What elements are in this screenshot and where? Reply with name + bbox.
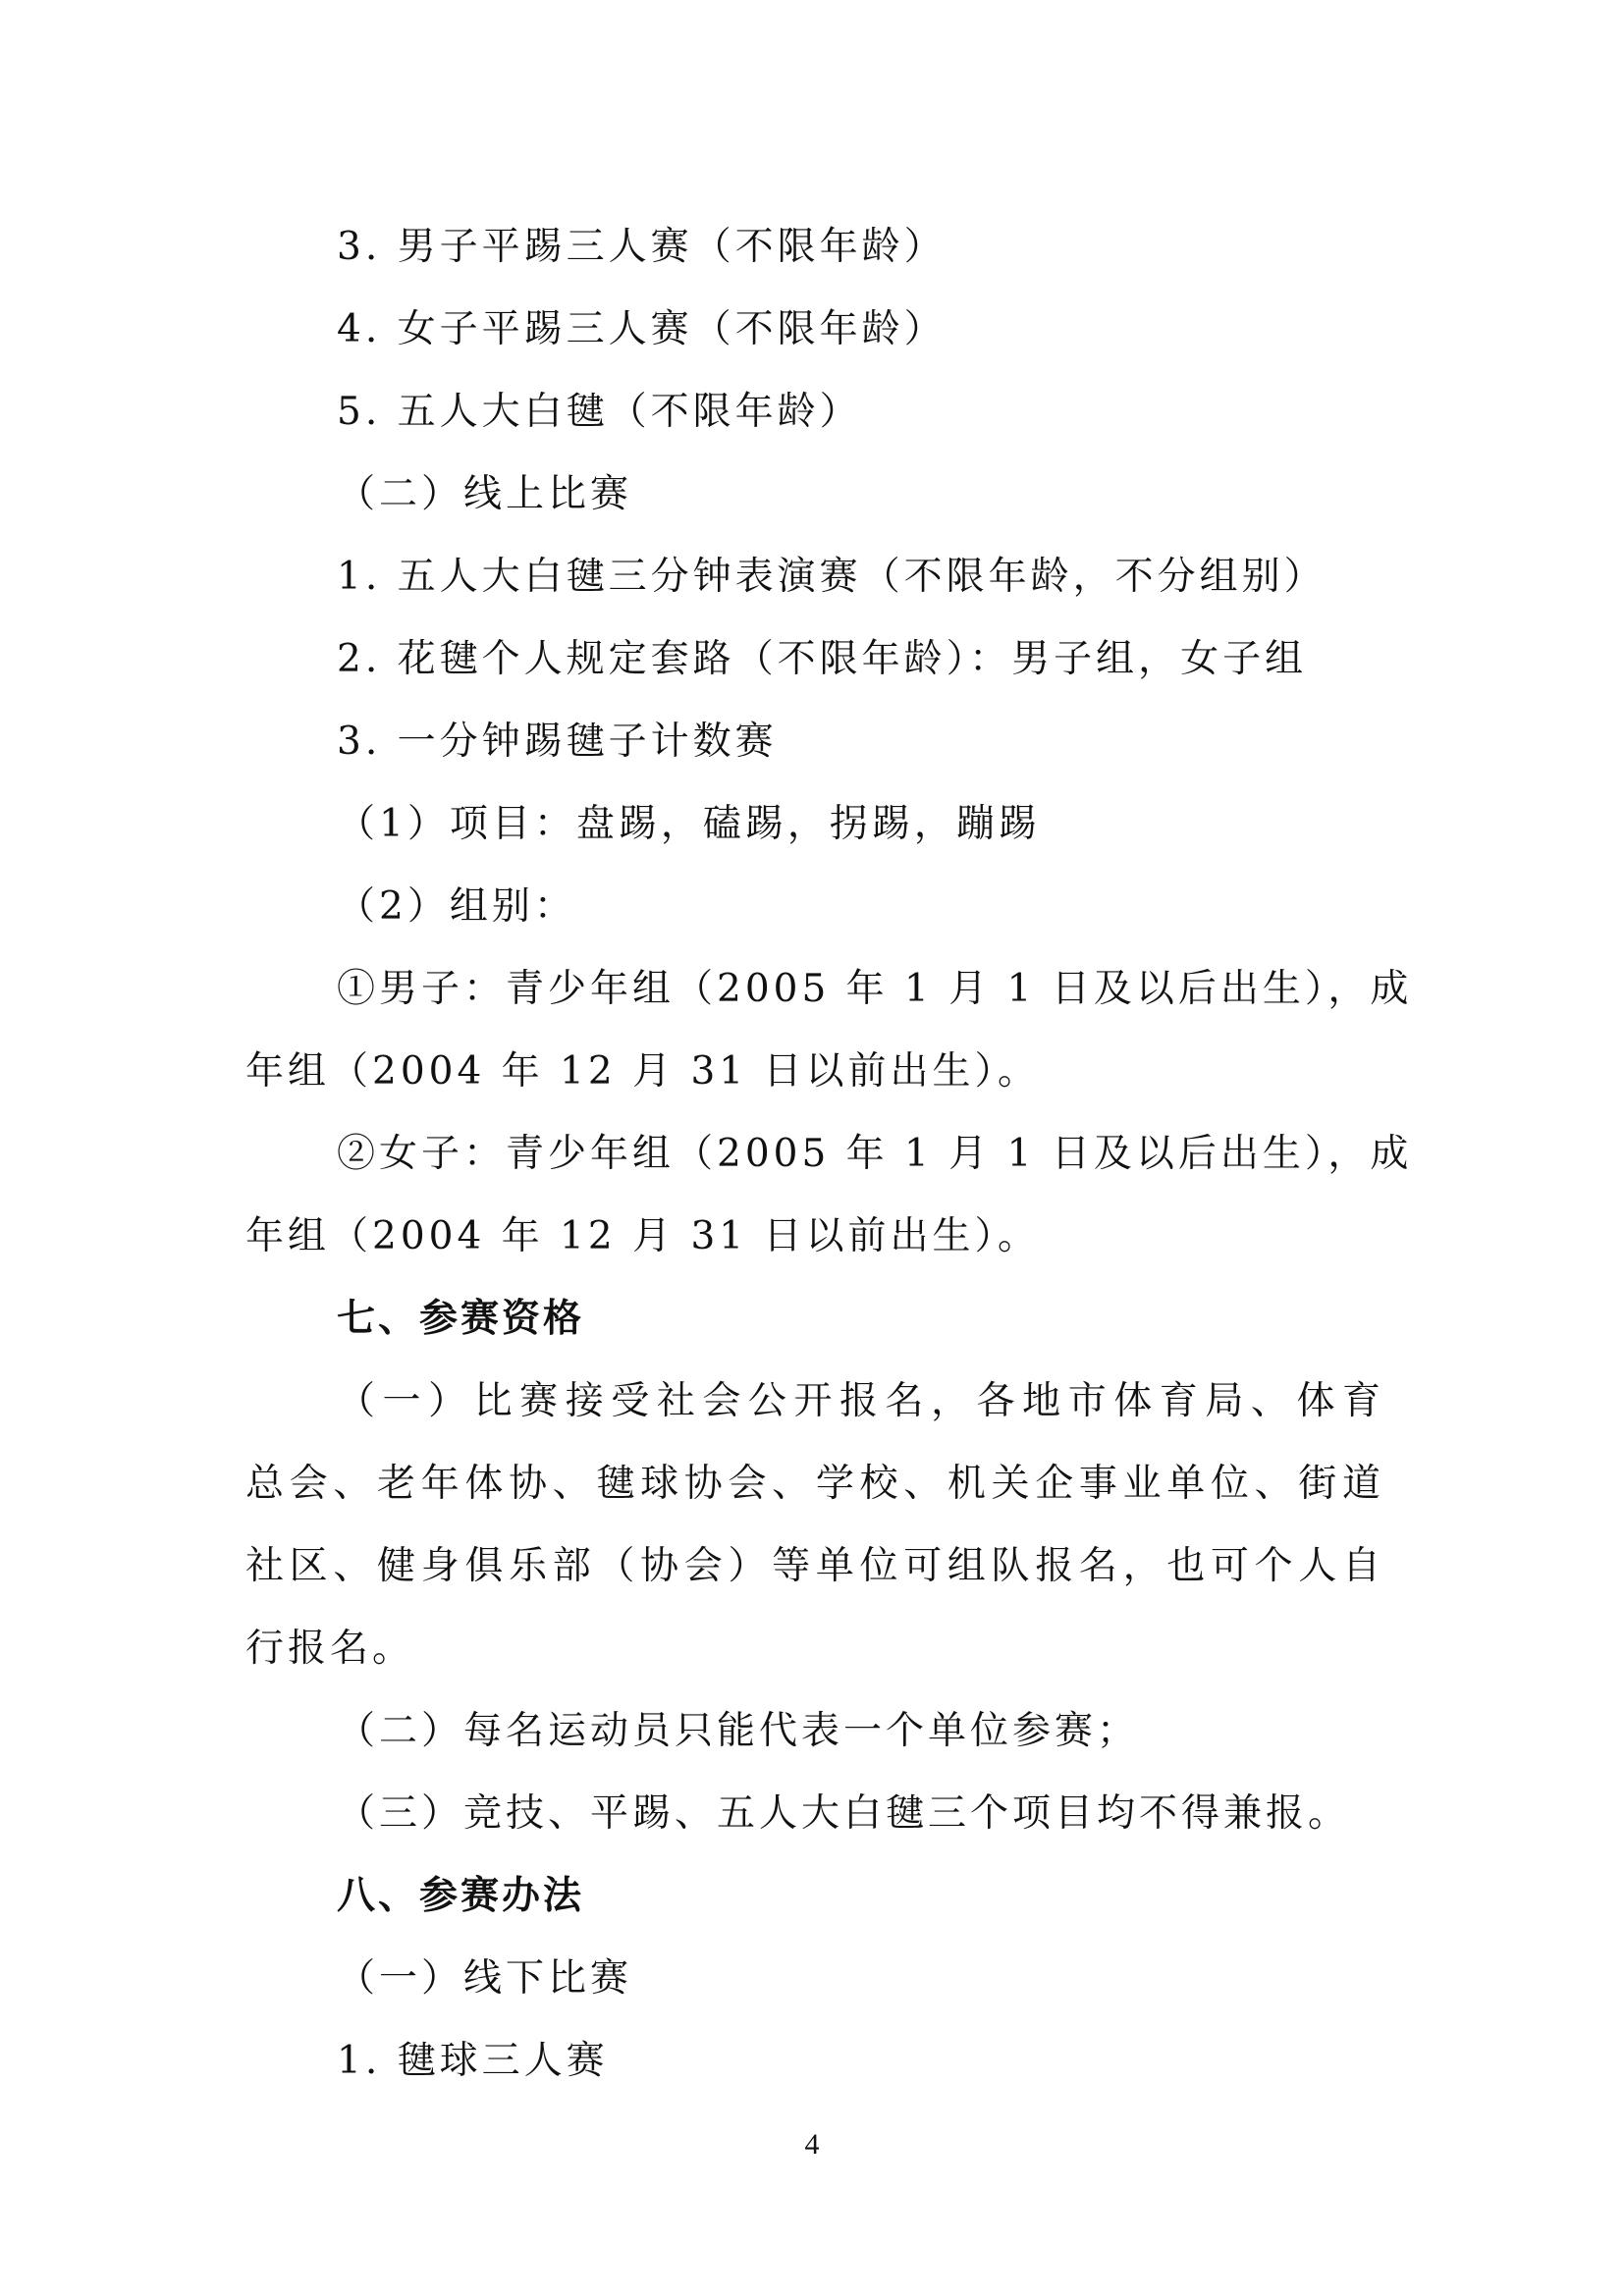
text-line: 总会、老年体协、毽球协会、学校、机关企事业单位、街道 bbox=[245, 1462, 1384, 1506]
text-line: （三）竞技、平踢、五人大白毽三个项目均不得兼报。 bbox=[337, 1791, 1351, 1836]
section-heading: 七、参赛资格 bbox=[337, 1297, 585, 1341]
text-line: （1）项目：盘踢，磕踢，拐踢，蹦踢 bbox=[337, 802, 1041, 846]
text-line: 1. 毽球三人赛 bbox=[337, 2039, 609, 2083]
text-line: （2）组别： bbox=[337, 884, 576, 929]
text-line: （二）每名运动员只能代表一个单位参赛； bbox=[337, 1709, 1140, 1753]
text-line: （二）线上比赛 bbox=[337, 472, 633, 516]
text-line: 3. 一分钟踢毽子计数赛 bbox=[337, 720, 778, 764]
text-line: 年组（2004 年 12 月 31 日以前出生）。 bbox=[245, 1214, 1040, 1258]
document-body bbox=[245, 206, 1413, 2103]
text-line: 5. 五人大白毽（不限年龄） bbox=[337, 390, 862, 434]
page-number: 4 bbox=[804, 2128, 820, 2161]
text-line: 行报名。 bbox=[245, 1627, 415, 1671]
text-line: 社区、健身俱乐部（协会）等单位可组队报名，也可个人自 bbox=[245, 1544, 1384, 1588]
text-line: 2. 花毽个人规定套路（不限年龄）：男子组，女子组 bbox=[337, 637, 1308, 681]
text-line: 3. 男子平踢三人赛（不限年龄） bbox=[337, 225, 947, 269]
text-line: （一）线下比赛 bbox=[337, 1956, 633, 2001]
text-line: 年组（2004 年 12 月 31 日以前出生）。 bbox=[245, 1049, 1040, 1094]
text-line: ①男子：青少年组（2005 年 1 月 1 日及以后出生），成 bbox=[337, 967, 1413, 1011]
text-line: 1. 五人大白毽三分钟表演赛（不限年龄，不分组别） bbox=[337, 555, 1326, 599]
text-line: （一）比赛接受社会公开报名，各地市体育局、体育 bbox=[337, 1379, 1384, 1423]
text-line: 4. 女子平踢三人赛（不限年龄） bbox=[337, 307, 947, 351]
section-heading: 八、参赛办法 bbox=[337, 1874, 585, 1918]
text-line: ②女子：青少年组（2005 年 1 月 1 日及以后出生），成 bbox=[337, 1132, 1413, 1176]
